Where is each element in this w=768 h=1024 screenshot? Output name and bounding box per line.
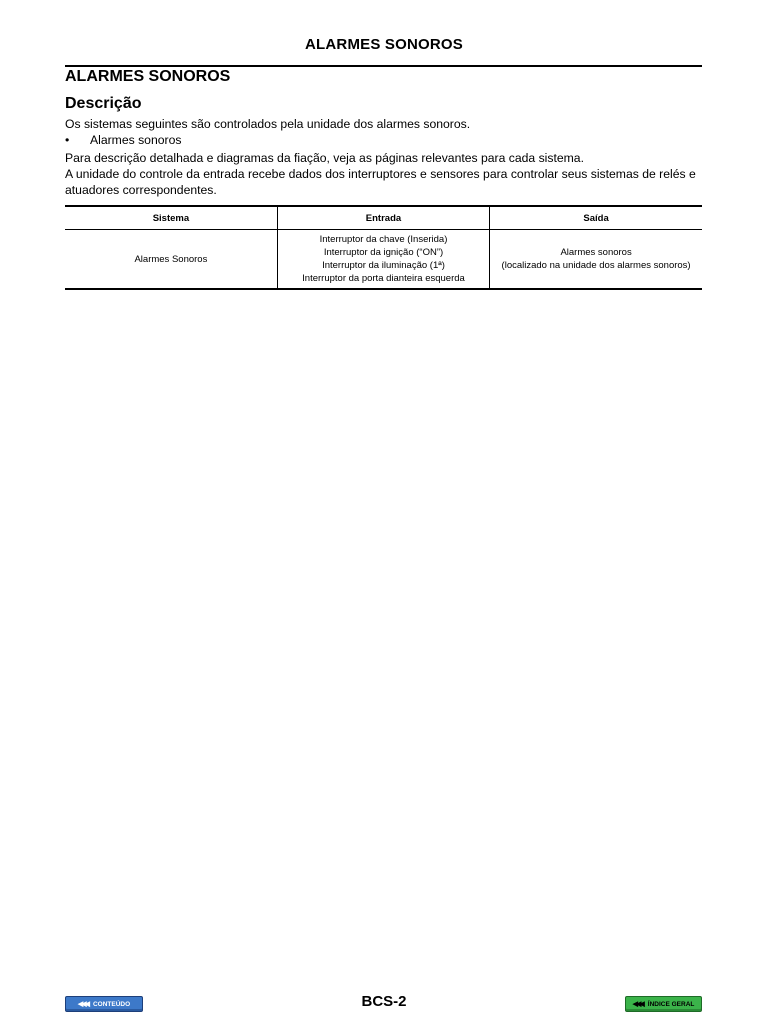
header-entrada: Entrada [277, 206, 489, 230]
table-row [65, 230, 702, 290]
index-button-label: ÍNDICE GERAL [647, 1000, 695, 1008]
control-unit-paragraph: A unidade do controle da entrada recebe dados dos interruptores e sensores para controlar seus sistemas de relés e atuadores correspondentes. [65, 167, 696, 197]
cell-outputs [490, 230, 702, 290]
bullet-item-text: Alarmes sonoros [90, 133, 182, 147]
cell-system: Alarmes Sonoros [65, 230, 277, 290]
contents-button-label: CONTEÚDO [92, 1000, 131, 1008]
header-divider [65, 65, 702, 67]
subsection-title: Descrição [65, 95, 142, 112]
section-title: ALARMES SONOROS [65, 68, 231, 85]
table-header-row [65, 206, 702, 230]
reference-paragraph: Para descrição detalhada e diagramas da fiação, veja as páginas relevantes para cada sistema. [65, 151, 584, 165]
back-arrows-icon: ◀◀◀ [632, 1001, 643, 1008]
page-header-title: ALARMES SONOROS [304, 36, 463, 53]
bullet-list-item [65, 132, 705, 148]
system-table [65, 205, 702, 290]
output-line: (localizado na unidade dos alarmes sonoros) [501, 260, 691, 271]
input-line: Interruptor da iluminação (1ª) [322, 260, 445, 271]
header-saida: Saída [490, 206, 702, 230]
bullet-symbol: • [65, 133, 70, 147]
output-line: Alarmes sonoros [560, 247, 632, 258]
input-line: Interruptor da ignição (“ON”) [323, 247, 444, 258]
input-line: Interruptor da chave (Inserida) [319, 234, 448, 245]
cell-inputs [277, 230, 489, 290]
page-number: BCS-2 [361, 993, 407, 1010]
index-button[interactable] [625, 996, 702, 1012]
input-line: Interruptor da porta dianteira esquerda [302, 273, 465, 284]
header-sistema: Sistema [65, 206, 277, 230]
intro-paragraph: Os sistemas seguintes são controlados pela unidade dos alarmes sonoros. [65, 117, 471, 131]
back-arrows-icon: ◀◀◀ [77, 1001, 88, 1008]
